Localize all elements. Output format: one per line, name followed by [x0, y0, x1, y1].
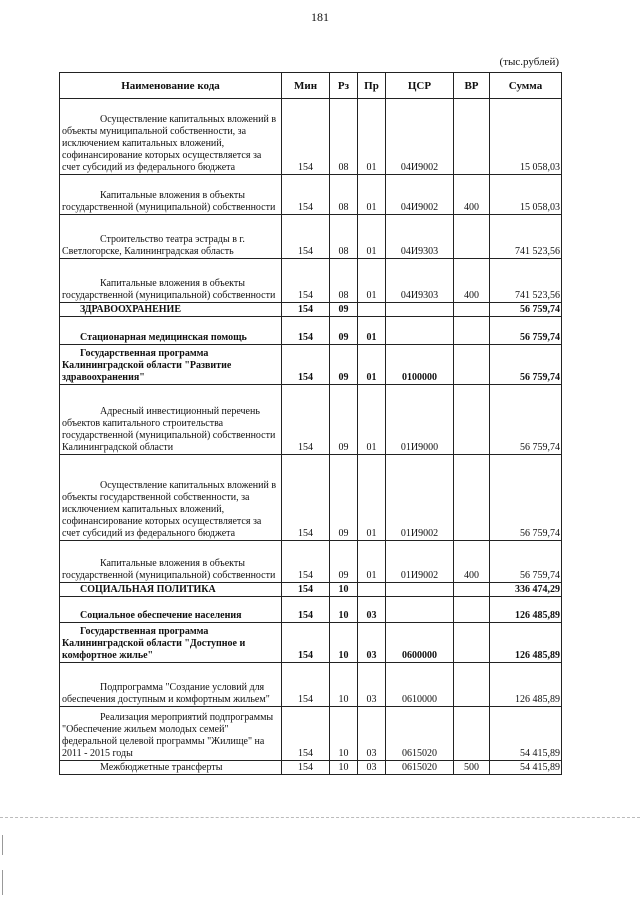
cell-sum: 15 058,03: [490, 99, 562, 175]
cell-rz: 10: [330, 663, 358, 707]
scan-margin-mark: [2, 870, 3, 895]
cell-pr: 01: [358, 259, 386, 303]
cell-min: 154: [282, 259, 330, 303]
cell-vr: [454, 385, 490, 455]
cell-min: 154: [282, 303, 330, 317]
cell-name: Стационарная медицинская помощь: [60, 317, 282, 345]
cell-vr: [454, 597, 490, 623]
cell-name: Социальное обеспечение населения: [60, 597, 282, 623]
cell-vr: [454, 345, 490, 385]
cell-vr: 400: [454, 259, 490, 303]
cell-sum: 56 759,74: [490, 303, 562, 317]
table-row: [60, 707, 562, 761]
scan-margin-mark: [2, 835, 3, 855]
cell-csr: [386, 583, 454, 597]
cell-pr: 01: [358, 215, 386, 259]
scan-separator-line: [0, 817, 640, 818]
cell-min: 154: [282, 707, 330, 761]
cell-csr: [386, 597, 454, 623]
header-pr: Пр: [358, 73, 386, 99]
cell-vr: [454, 317, 490, 345]
cell-csr: [386, 303, 454, 317]
cell-min: 154: [282, 215, 330, 259]
page-number: 181: [311, 10, 329, 24]
budget-table: [59, 72, 562, 775]
header-csr: ЦСР: [386, 73, 454, 99]
cell-name: Межбюджетные трансферты: [60, 761, 282, 775]
cell-csr: 0615020: [386, 761, 454, 775]
cell-min: 154: [282, 175, 330, 215]
cell-sum: 126 485,89: [490, 623, 562, 663]
cell-pr: 01: [358, 345, 386, 385]
cell-name: Капитальные вложения в объекты государственной (муниципальной) собственности: [60, 259, 282, 303]
table-row: [60, 623, 562, 663]
cell-name: Подпрограмма "Создание условий для обеспечения доступным и комфортным жильем": [60, 663, 282, 707]
cell-rz: 08: [330, 175, 358, 215]
table-row: [60, 303, 562, 317]
cell-pr: 01: [358, 317, 386, 345]
cell-sum: 56 759,74: [490, 345, 562, 385]
cell-vr: [454, 663, 490, 707]
cell-min: 154: [282, 385, 330, 455]
cell-name: Капитальные вложения в объекты государственной (муниципальной) собственности: [60, 175, 282, 215]
cell-sum: 56 759,74: [490, 385, 562, 455]
cell-sum: 54 415,89: [490, 761, 562, 775]
cell-name: Государственная программа Калининградской области "Развитие здравоохранения": [60, 345, 282, 385]
table-row: [60, 317, 562, 345]
cell-sum: 15 058,03: [490, 175, 562, 215]
header-name: Наименование кода: [60, 73, 282, 99]
table-row: [60, 345, 562, 385]
cell-rz: 08: [330, 215, 358, 259]
cell-sum: 56 759,74: [490, 455, 562, 541]
cell-csr: 0610000: [386, 663, 454, 707]
cell-rz: 09: [330, 385, 358, 455]
cell-rz: 08: [330, 99, 358, 175]
cell-sum: 741 523,56: [490, 215, 562, 259]
cell-vr: [454, 99, 490, 175]
cell-name: Капитальные вложения в объекты государственной (муниципальной) собственности: [60, 541, 282, 583]
cell-csr: 0600000: [386, 623, 454, 663]
cell-pr: [358, 303, 386, 317]
cell-pr: 03: [358, 623, 386, 663]
cell-vr: [454, 215, 490, 259]
cell-min: 154: [282, 761, 330, 775]
cell-rz: 09: [330, 317, 358, 345]
cell-rz: 08: [330, 259, 358, 303]
cell-min: 154: [282, 345, 330, 385]
cell-name: Осуществление капитальных вложений в объекты муниципальной собственности, за исключением капитальных вложений, софинансирование которых осуществляется за счет субсидий из федерального бюджета: [60, 99, 282, 175]
cell-csr: 01И9002: [386, 455, 454, 541]
table-row: [60, 215, 562, 259]
cell-pr: 01: [358, 175, 386, 215]
header-rz: Рз: [330, 73, 358, 99]
cell-pr: 03: [358, 663, 386, 707]
cell-pr: 01: [358, 541, 386, 583]
cell-rz: 09: [330, 303, 358, 317]
header-min: Мин: [282, 73, 330, 99]
cell-rz: 10: [330, 761, 358, 775]
cell-min: 154: [282, 317, 330, 345]
cell-pr: [358, 583, 386, 597]
cell-pr: 03: [358, 707, 386, 761]
units-label: (тыс.рублей): [499, 56, 559, 68]
cell-vr: [454, 583, 490, 597]
cell-pr: 03: [358, 597, 386, 623]
header-vr: ВР: [454, 73, 490, 99]
cell-vr: 400: [454, 175, 490, 215]
table-row: [60, 175, 562, 215]
header-sum: Сумма: [490, 73, 562, 99]
cell-pr: 01: [358, 385, 386, 455]
cell-csr: 04И9002: [386, 99, 454, 175]
cell-pr: 03: [358, 761, 386, 775]
cell-csr: 04И9303: [386, 215, 454, 259]
table-row: [60, 385, 562, 455]
table-row: [60, 455, 562, 541]
cell-rz: 10: [330, 583, 358, 597]
cell-csr: 0100000: [386, 345, 454, 385]
table-row: [60, 541, 562, 583]
cell-sum: 126 485,89: [490, 597, 562, 623]
cell-vr: [454, 707, 490, 761]
cell-min: 154: [282, 541, 330, 583]
cell-rz: 09: [330, 455, 358, 541]
cell-vr: [454, 455, 490, 541]
cell-sum: 54 415,89: [490, 707, 562, 761]
cell-csr: [386, 317, 454, 345]
cell-min: 154: [282, 623, 330, 663]
cell-name: Адресный инвестиционный перечень объектов капитального строительства государственной (муниципальной) собственности Калининградской области: [60, 385, 282, 455]
cell-sum: 741 523,56: [490, 259, 562, 303]
cell-sum: 126 485,89: [490, 663, 562, 707]
cell-rz: 10: [330, 623, 358, 663]
cell-rz: 09: [330, 541, 358, 583]
cell-sum: 336 474,29: [490, 583, 562, 597]
cell-name: ЗДРАВООХРАНЕНИЕ: [60, 303, 282, 317]
cell-csr: 01И9000: [386, 385, 454, 455]
cell-name: Реализация мероприятий подпрограммы "Обеспечение жильем молодых семей" федеральной целевой программы "Жилище" на 2011 - 2015 годы: [60, 707, 282, 761]
cell-vr: 400: [454, 541, 490, 583]
cell-min: 154: [282, 455, 330, 541]
cell-min: 154: [282, 583, 330, 597]
cell-name: Государственная программа Калининградской области "Доступное и комфортное жилье": [60, 623, 282, 663]
cell-csr: 04И9002: [386, 175, 454, 215]
cell-rz: 10: [330, 597, 358, 623]
table-header-row: [60, 73, 562, 99]
cell-sum: 56 759,74: [490, 317, 562, 345]
table-row: [60, 761, 562, 775]
cell-rz: 10: [330, 707, 358, 761]
cell-csr: 0615020: [386, 707, 454, 761]
table-row: [60, 597, 562, 623]
cell-vr: [454, 623, 490, 663]
cell-pr: 01: [358, 99, 386, 175]
table-row: [60, 663, 562, 707]
cell-csr: 04И9303: [386, 259, 454, 303]
table-row: [60, 259, 562, 303]
cell-min: 154: [282, 99, 330, 175]
cell-name: Осуществление капитальных вложений в объекты государственной собственности, за исключением капитальных вложений, софинансирование которых осуществляется за счет субсидий из федерального бюджета: [60, 455, 282, 541]
cell-pr: 01: [358, 455, 386, 541]
cell-vr: [454, 303, 490, 317]
table-row: [60, 99, 562, 175]
cell-sum: 56 759,74: [490, 541, 562, 583]
cell-name: Строительство театра эстрады в г. Светлогорске, Калининградская область: [60, 215, 282, 259]
cell-csr: 01И9002: [386, 541, 454, 583]
cell-min: 154: [282, 663, 330, 707]
cell-vr: 500: [454, 761, 490, 775]
table-row: [60, 583, 562, 597]
cell-rz: 09: [330, 345, 358, 385]
cell-min: 154: [282, 597, 330, 623]
cell-name: СОЦИАЛЬНАЯ ПОЛИТИКА: [60, 583, 282, 597]
